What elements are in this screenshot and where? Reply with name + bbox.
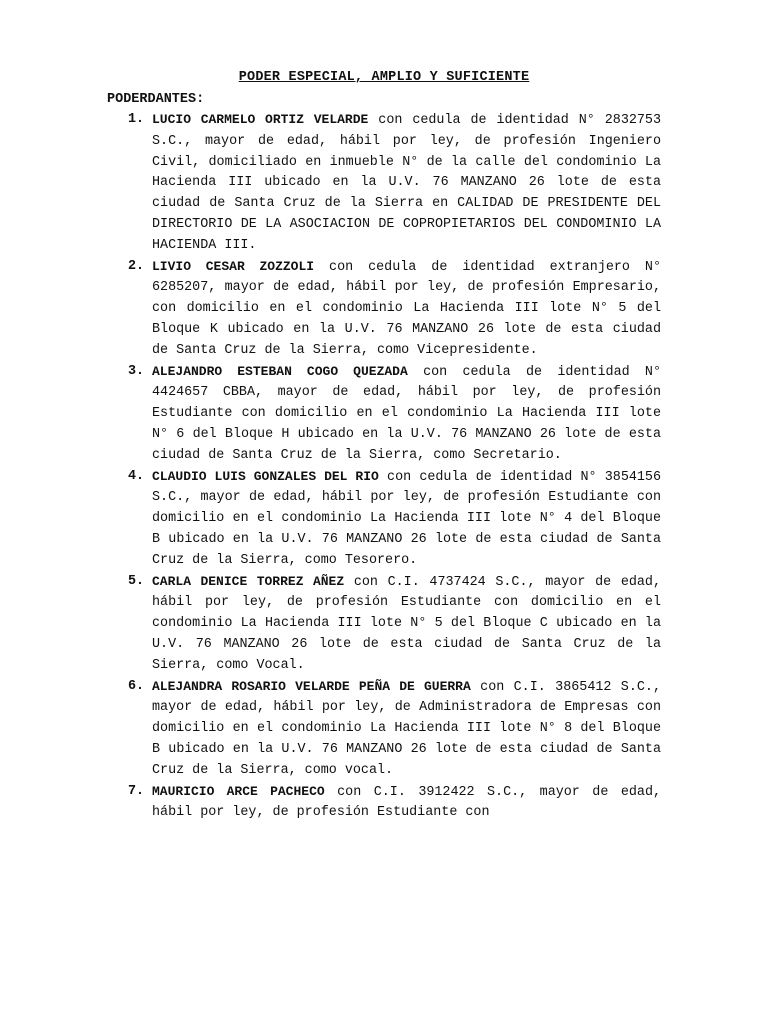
item-text: con C.I. 3912422 S.C., mayor de edad, hábil por ley, de profesión Estudiante con: [152, 784, 662, 821]
item-text: con C.I. 4737424 S.C., mayor de edad, hábil por ley, de profesión Estudiante con domicilio en el condominio La Hacienda III lote N° 5 del Bloque C ubicado en la U.V. 76 MANZANO 26 lote de esta ciudad de Santa Cruz de la Sierra, como Vocal.: [152, 574, 661, 673]
item-number: 1.: [128, 112, 145, 127]
person-name: CLAUDIO LUIS GONZALES DEL RIO: [152, 468, 379, 484]
person-name: CARLA DENICE TORREZ AÑEZ: [152, 573, 345, 589]
person-name: LUCIO CARMELO ORTIZ VELARDE: [152, 112, 369, 127]
list-item: [128, 467, 661, 572]
item-text: con cedula de identidad N° 2832753 S.C., mayor de edad, hábil por ley, de profesión Ingeniero Civil, domiciliado en inmueble N° de la calle del condominio La Hacienda III ubicado en la U.V. 76 MANZANO 26 lote de esta ciudad de Santa Cruz de la Sierra en CALIDAD DE PRESIDENTE DEL DIRECTORIO DE LA ASOCIACION DE COPROPIETARIOS DEL CONDOMINIO LA HACIENDA III.: [152, 113, 661, 253]
list-item: [128, 257, 661, 362]
poderdantes-label: PODERDANTES:: [107, 92, 205, 107]
list-item: [128, 782, 662, 825]
document-title: PODER ESPECIAL, AMPLIO Y SUFICIENTE: [238, 70, 530, 85]
list-item: [128, 110, 661, 257]
item-text: con C.I. 3865412 S.C., mayor de edad, hábil por ley, de Administradora de Empresas con domicilio en el condominio La Hacienda III lote N° 8 del Bloque B ubicado en la U.V. 76 MANZANO 26 lote de esta ciudad de Santa Cruz de la Sierra, como vocal.: [152, 679, 661, 778]
item-number: 6.: [128, 678, 145, 694]
item-number: 7.: [128, 783, 145, 799]
item-text: con cedula de identidad N° 3854156 S.C., mayor de edad, hábil por ley, de profesión Estudiante con domicilio en el condominio La Hacienda III lote N° 4 del Bloque B ubicado en la U.V. 76 MANZANO 26 lote de esta ciudad de Santa Cruz de la Sierra, como Tesorero.: [152, 469, 661, 568]
list-item: [128, 572, 661, 677]
list-item: [128, 677, 661, 782]
person-name: ALEJANDRO ESTEBAN COGO QUEZADA: [152, 363, 408, 379]
person-name: MAURICIO ARCE PACHECO: [152, 783, 325, 799]
person-name: LIVIO CESAR ZOZZOLI: [152, 258, 315, 274]
person-name: ALEJANDRA ROSARIO VELARDE PEÑA DE GUERRA: [152, 678, 471, 694]
item-number: 3.: [128, 363, 145, 379]
item-text: con cedula de identidad N° 4424657 CBBA, mayor de edad, hábil por ley, de profesión Estudiante con domicilio en el condominio La Hacienda III lote N° 6 del Bloque H ubicado en la U.V. 76 MANZANO 26 lote de esta ciudad de Santa Cruz de la Sierra, como Secretario.: [152, 364, 662, 463]
poderdantes-list: [128, 110, 662, 824]
item-number: 2.: [128, 258, 145, 274]
list-item: [128, 362, 662, 467]
item-number: 5.: [128, 573, 145, 589]
item-text: con cedula de identidad extranjero N° 6285207, mayor de edad, hábil por ley, de profesión Empresario, con domicilio en el condominio La Hacienda III lote N° 5 del Bloque K ubicado en la U.V. 76 MANZANO 26 lote de esta ciudad de Santa Cruz de la Sierra, como Vicepresidente.: [152, 259, 661, 358]
item-number: 4.: [128, 468, 145, 484]
